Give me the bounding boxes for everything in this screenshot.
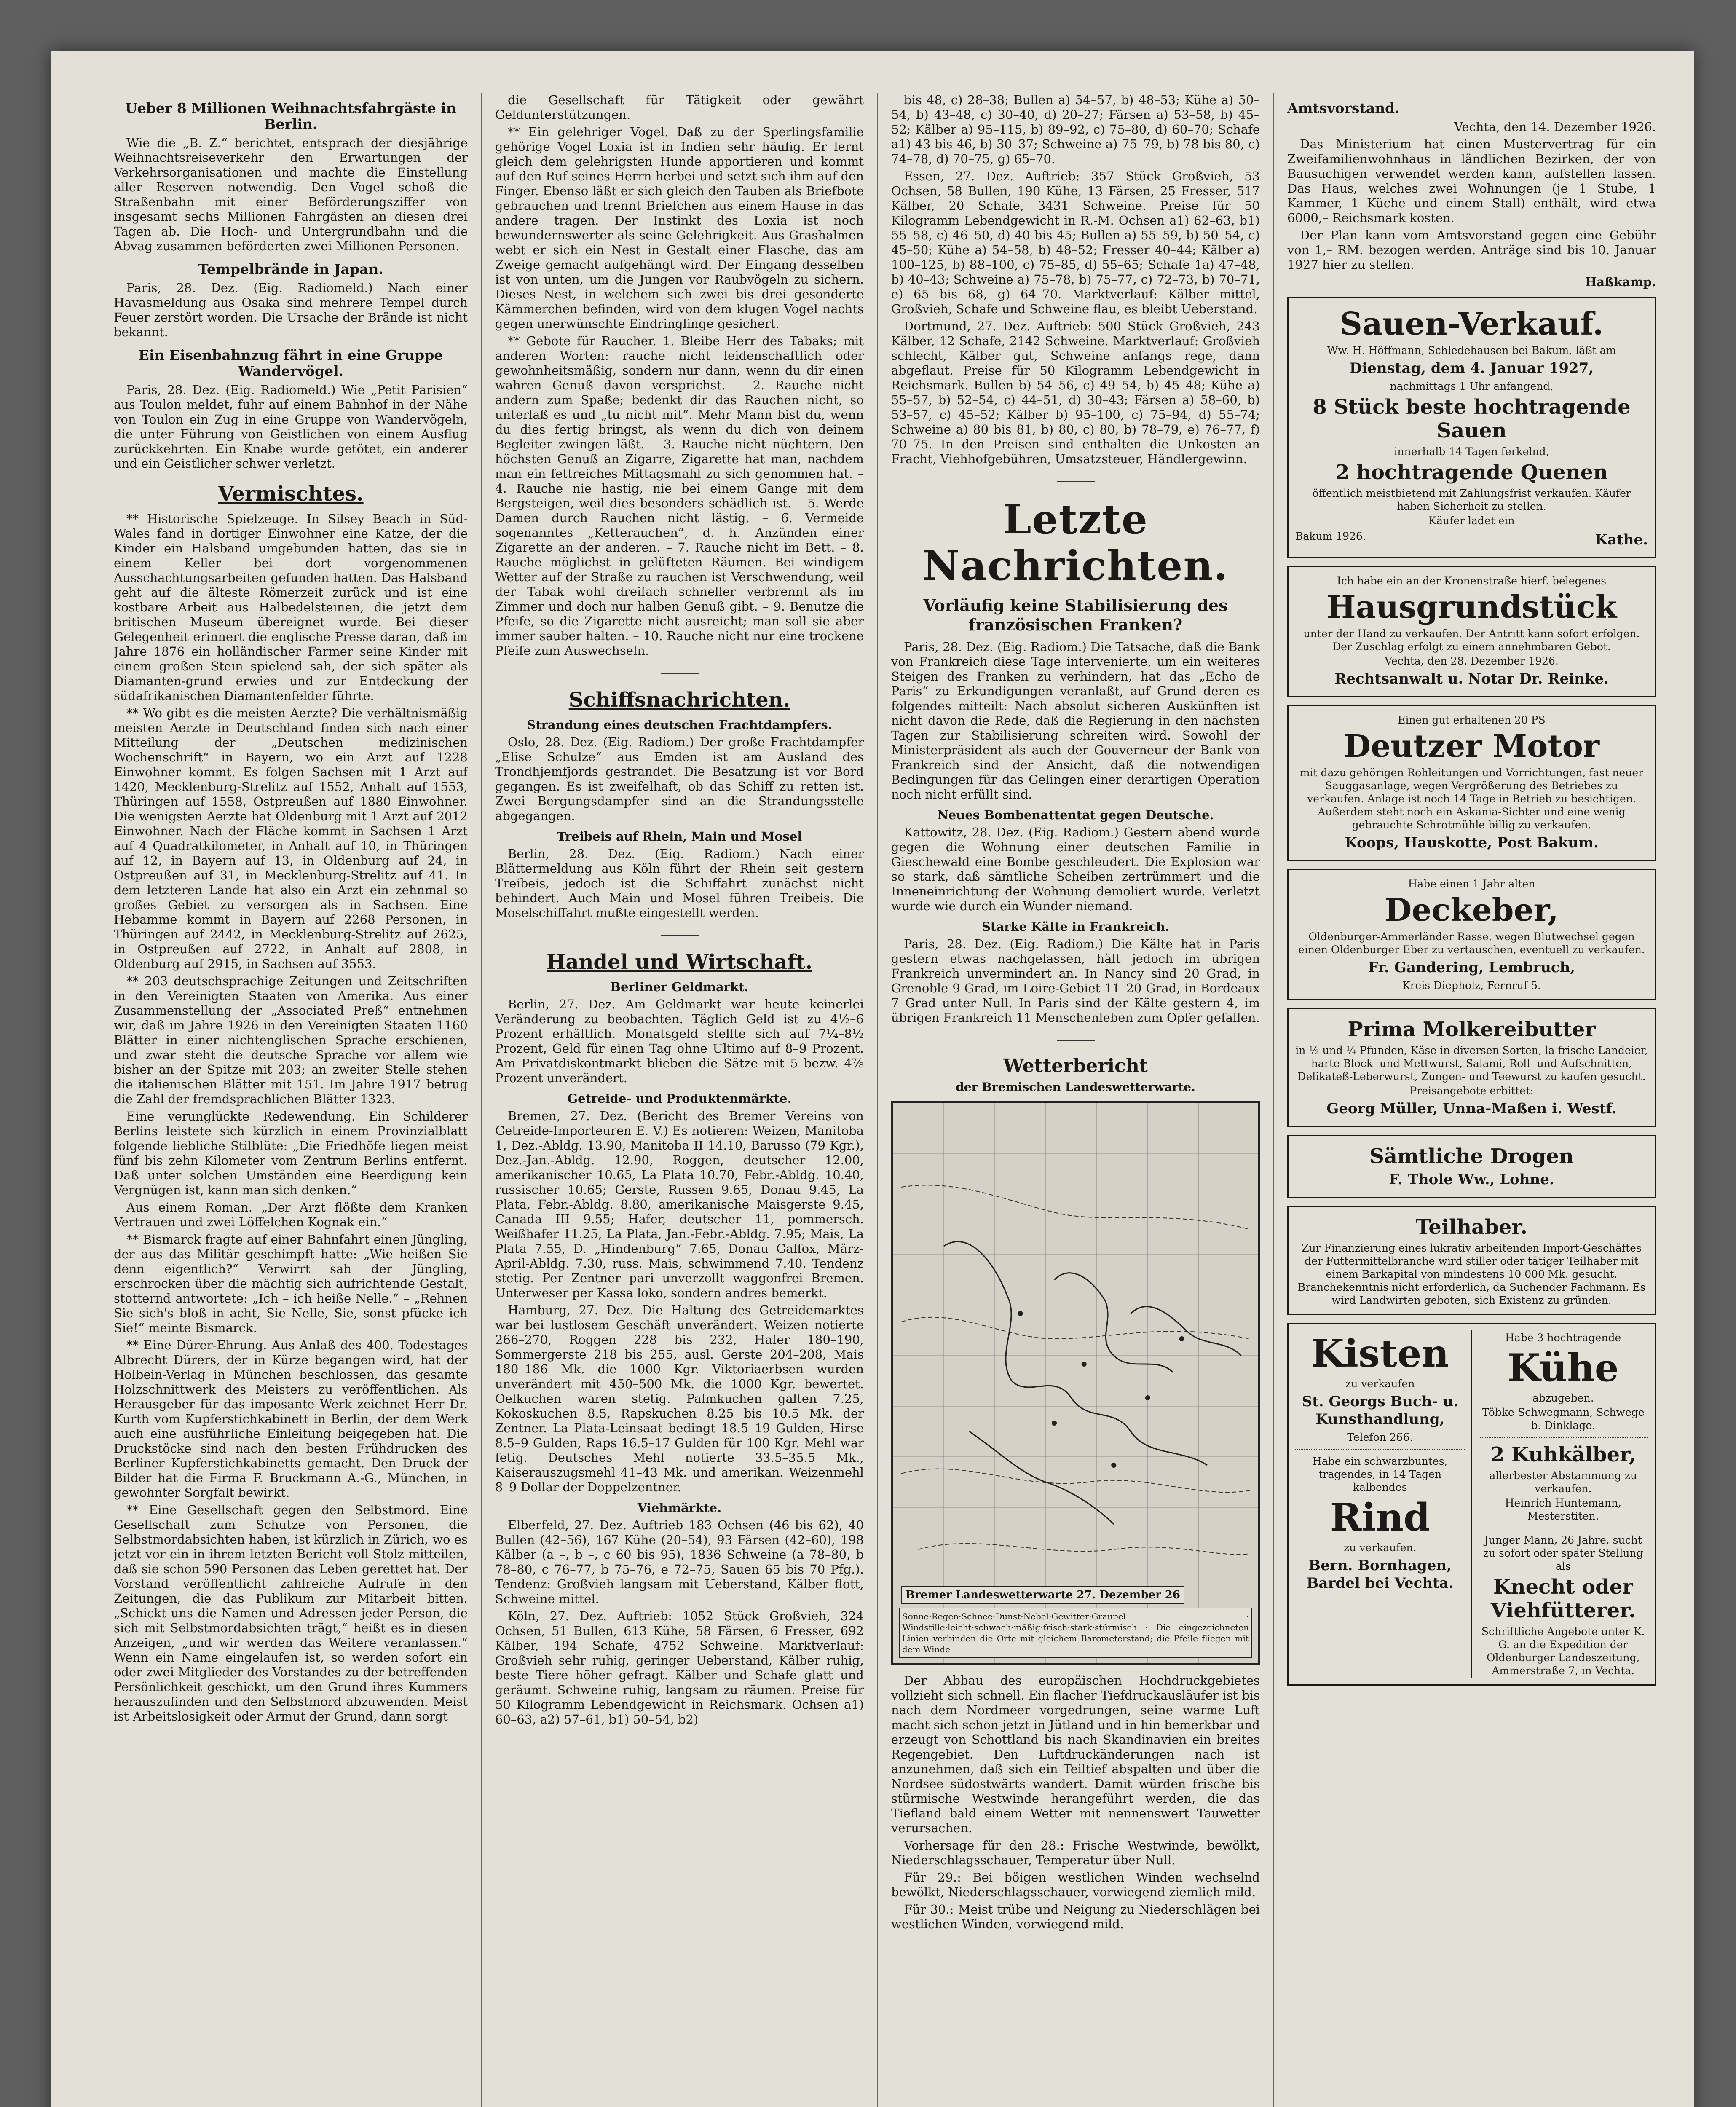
headline-money-market: Berliner Geldmarkt.: [610, 980, 749, 994]
headline-stranding: Strandung eines deutschen Frachtdampfers.: [527, 718, 832, 732]
article-elberfeld: Elberfeld, 27. Dez. Auftrieb 183 Ochsen (46 bis 62), 40 Bullen (42–56), 167 Kühe (20–54), 93 Färsen (42–60), 198 Kälber (a –, b –, c 60 bis 95), 1836 Schweine (a 78–80, b 78–80, c 76–77, b 75–76, e 72–75, Sauen 65 bis 70 Pfg.). Tendenz: Großvieh langsam mit Ueberstand, Kälber flott, Schweine mittel.: [495, 1518, 864, 1606]
notice-text: Das Ministerium hat einen Mustervertrag für ein Zweifamilienwohnhaus in ländlichen Bezirken, der von Bausuchigen verwendet werden kann, aufstellen lassen. Das Haus, welches zwei Wohnungen (je 1 Stube, 1 Kammer, 1 Küche und einem Stall) enthält, wird etwa 6000,– Reichsmark kosten.: [1287, 137, 1656, 225]
ad-calves-sub: allerbester Abstammung zu verkaufen.: [1489, 1469, 1637, 1495]
article-franc: Paris, 28. Dez. (Eig. Radiom.) Die Tatsache, daß die Bank von Frankreich diese Tage intervenierte, um ein weiteres Steigen des Franken zu verhindern, hat das „Echo de Paris“ zu Erkundigungen veranlaßt, auf Grund deren es folgendes mitteilt: Nach absolut sicheren Auskünften ist nicht davon die Rede, daß die Regierung in den nächsten Tagen zur Stabilisierung schreiten wird. Sowohl der Ministerpräsident als auch der Gouverneur der Bank von Frankreich sind der Ansicht, daß die notwendigen Bedingungen für das Gelingen einer derartigen Operation noch nicht erfüllt sind.: [891, 640, 1260, 802]
divider: [1057, 1040, 1095, 1041]
ad-calves-title: 2 Kuhkälber,: [1490, 1443, 1636, 1466]
article-suicide-society: ** Eine Gesellschaft gegen den Selbstmord. Eine Gesellschaft zum Schutze von Personen, die Selbstmordabsichten haben, ist kürzlich in Zürich, wo es jetzt vor ein in ihrem letzten Bericht voll Stolz mitteilen, daß sie schon 590 Personen das Leben gerettet hat. Der Vorstand veröffentlicht zahlreiche Aufrufe in den Zeitungen, die das Publikum zur Mitarbeit bitten. „Schickt uns die Namen und Adressen jeder Person, die sich mit Selbstmordabsichten trägt,“ heißt es in diesen Anzeigen, „und wir werden das Weitere veranlassen.“ Wenn ein Name eingelaufen ist, so werden sofort ein oder zwei Mitglieder des Vorstandes zu der betreffenden Persönlichkeit geschickt, um den Grund ihres Kummers herauszufinden und den Selbstmord abzuwenden. Meist ist Arbeitslosigkeit oder Armut der Grund, dann sorgt: [114, 1503, 468, 1724]
headline-amtsvorstand: Amtsvorstand.: [1287, 100, 1400, 116]
page-body: [114, 93, 1656, 2107]
headline-cold: Starke Kälte in Frankreich.: [981, 919, 1170, 934]
article-money-market: Berlin, 27. Dez. Am Geldmarkt war heute keinerlei Veränderung zu beobachten. Täglich Geld ist zu 4½–6 Prozent erhältlich. Monatsgeld stellte sich auf 7¼–8½ Prozent, Geld für einen Tag ohne Ultimo auf 8–9 Prozent. Am Privatdiskontmarkt blieben die Sätze mit 5 bezw. 4⅞ Prozent unverändert.: [495, 997, 864, 1085]
article-dortmund: Dortmund, 27. Dez. Auftrieb: 500 Stück Großvieh, 243 Kälber, 12 Schafe, 2142 Schweine. Marktverlauf: Großvieh schlecht, Kälber gut, Schweine anfangs rege, dann abgeflaut. Preise für 50 Kilogramm Lebendgewicht in Reichsmark. Bullen b) 54–56, c) 49–54, b) 45–48; Kühe a) 55–57, b) 52–54, c) 44–51, d) 30–43; Färsen a) 58–60, b) 53–57, c) 45–52; Kälber b) 95–100, c) 75–94, d) 55–74; Schweine a) 80 bis 81, b) 80, c) 80, b) 78–79, e) 76–77, f) 70–75. In den Preisen sind enthalten die Unkosten an Fracht, Viehhofgebühren, Umsatzsteuer, Händlergewinn.: [891, 319, 1260, 466]
article-essen: Essen, 27. Dez. Auftrieb: 357 Stück Großvieh, 53 Ochsen, 58 Bullen, 190 Kühe, 13 Färsen, 25 Fresser, 517 Kälber, 20 Schafe, 3431 Schweine. Preise für 50 Kilogramm Lebendgewicht in R.-M. Ochsen a1) 62–63, b1) 55–58, c) 46–50, d) 40 bis 45; Bullen a) 55–59, b) 50–54, c) 45–50; Kühe a) 54–58, b) 48–52; Fresser 40–44; Kälber a) 100–125, b) 88–100, c) 75–85, d) 55–65; Schafe 1a) 47–48, b) 40–43; Schweine a) 75–78, b) 75–77, c) 72–73, b) 70–71, e) 65 bis 68, g) 64–70. Marktverlauf: Kälber mittel, Großvieh, Schafe und Schweine flau, es bleibt Ueberstand.: [891, 169, 1260, 316]
weather-map-label: Bremer Landeswetterwarte 27. Dezember 26: [901, 1586, 1184, 1604]
headline-train-accident: Ein Eisenbahnzug fährt in eine Gruppe Wandervögel.: [138, 347, 443, 379]
ad-sow-sale-note: innerhalb 14 Tagen ferkelnd,: [1394, 445, 1549, 458]
ad-job-text: Schriftliche Angebote unter K. G. an die Expedition der Oldenburger Landeszeitung, Ammerstraße 7, in Vechta.: [1481, 1625, 1645, 1677]
divider: [1479, 1437, 1648, 1438]
ad-heifer-seller: Bern. Bornhagen, Bardel bei Vechta.: [1306, 1557, 1454, 1592]
article-doctors: ** Wo gibt es die meisten Aerzte? Die verhältnismäßig meisten Aerzte in Deutschland finden sich nach einer Mitteilung der „Deutschen medizinischen Wochenschrift“ in Bayern, wo ein Arzt auf 1228 Einwohner kommt. Es folgen Sachsen mit 1 Arzt auf 1420, Mecklenburg-Strelitz auf 1552, Anhalt auf 1553, Thüringen auf 1558, Ostpreußen auf 1880 Einwohner. Die wenigsten Aerzte hat Oldenburg mit 1 Arzt auf 2012 Einwohner. Nach der Fläche kommt in Sachsen 1 Arzt auf 4 Quadratkilometer, in Anhalt auf 10, in Thüringen auf 12, in Bayern auf 13, in Oldenburg auf 24, in Ostpreußen auf 31, in Mecklenburg-Strelitz auf 41. In dem letzteren Lande hat also ein Arzt ein zehnmal so großes Gebiet zu versorgen als in Sachsen. Eine Hebamme kommt in Bayern auf 2268 Personen, in Thüringen auf 2442, in Mecklenburg-Strelitz auf 2625, in Ostpreußen auf 2722, in Anhalt auf 2808, in Oldenburg auf 2915, in Sachsen auf 3553.: [114, 706, 468, 971]
ad-property-title: Hausgrundstück: [1326, 589, 1617, 625]
article-train-accident: Paris, 28. Dez. (Eig. Radiomeld.) Wie „Petit Parisien“ aus Toulon meldet, fuhr auf einem Bahnhof in der Nähe von Toulon ein Zug in eine Gruppe von Wandervögeln, die unter Führung von Geistlichen von einem Ausflug zurückkehrten. Ein Knabe wurde getötet, ein anderer und ein Geistlicher schwer verletzt.: [114, 383, 468, 471]
ad-partner-text: Zur Finanzierung eines lukrativ arbeitenden Import-Geschäftes der Futtermittelbranche wird stiller oder tätiger Teilhaber mit einem Barkapital von mindestens 10 000 Mk. gesucht. Branchekenntnis nicht erforderlich, da Suchender Fachmann. Es wird Landwirten geboten, sich Existenz zu gründen.: [1297, 1242, 1646, 1306]
weather-subtitle: der Bremischen Landeswetterwarte.: [956, 1080, 1195, 1094]
column-3: [891, 93, 1260, 2107]
ad-cows-sub: abzugeben.: [1532, 1392, 1594, 1404]
weather-map: [891, 1101, 1260, 1665]
notice-text-2: Der Plan kann vom Amtsvorstand gegen eine Gebühr von 1,– RM. bezogen werden. Anträge sind bis 10. Januar 1927 hier zu stellen.: [1287, 228, 1656, 272]
ad-partner-title: Teilhaber.: [1416, 1215, 1527, 1239]
article-koeln: Köln, 27. Dez. Auftrieb: 1052 Stück Großvieh, 324 Ochsen, 51 Bullen, 613 Kühe, 58 Färsen, 6 Fresser, 692 Kälber, 194 Schafe, 4752 Schweine. Marktverlauf: Großvieh sehr ruhig, geringer Ueberstand, Kälber ruhig, beste Tiere höher gefragt. Kälber und Schafe glatt und geräumt. Schweine ruhig, langsam zu räumen. Preise für 50 Kilogramm Lebendgewicht in Reichsmark. Ochsen a1) 60–63, a2) 57–61, b1) 50–54, b2): [495, 1609, 864, 1726]
article-bird: ** Ein gelehriger Vogel. Daß zu der Sperlingsfamilie gehörige Vogel Loxia ist in Indien sehr häufig. Er lernt gleich dem gelehrigsten Hunde apportieren und kommt auf den Ruf seines Herrn herbei und setzt sich ihm auf den Finger. Ebenso läßt er sich gleich den Tauben als Briefbote gebrauchen und trennt Briefchen aus einem Hause in das andere tragen. Der Instinkt des Loxia ist noch bewundernswerter als seine Gelehrigkeit. Aus Grashalmen webt er sich ein Nest in Gestalt einer Flasche, das am Zweige gemacht aufgehängt wird. Der Eingang desselben ist von unten, um die Jungen vor Raubvögeln zu sichern. Dieses Nest, in welchem sich zwei bis drei gesonderte Kämmerchen befinden, wird von dem klugen Vogel nachts gegen unerwünschte Eindringlinge gesichert.: [495, 125, 864, 331]
ad-crates: [1295, 1330, 1472, 1678]
article-stranding: Oslo, 28. Dez. (Eig. Radiom.) Der große Frachtdampfer „Elise Schulze“ aus Emden ist am Ausland des Trondhjemfjords gestrandet. Die Besatzung ist vor Bord gegangen. Es ist zweifelhaft, ob das Schiff zu retten ist. Zwei Bergungsdampfer sind an die Strandungsstelle abgegangen.: [495, 735, 864, 823]
section-heading-latest-news: Letzte Nachrichten.: [922, 496, 1229, 590]
notice-date: Vechta, den 14. Dezember 1926.: [1454, 120, 1656, 134]
ad-cows: [1479, 1330, 1648, 1678]
forecast-28: Vorhersage für den 28.: Frische Westwinde, bewölkt, Niederschlagsschauer, Temperatur über Null.: [891, 1838, 1260, 1867]
ad-motor-text: mit dazu gehörigen Rohleitungen und Vorrichtungen, fast neuer Sauggasanlage, wegen Vergrößerung des Betriebes zu verkaufen. Anlage ist noch 14 Tage in Betrieb zu besichtigen. Außerdem steht noch ein Askania-Sichter und eine wenig gebrauchte Schrotmühle billig zu verkaufen.: [1299, 767, 1644, 831]
article-newspapers: ** 203 deutschsprachige Zeitungen und Zeitschriften in den Vereinigten Staaten von Amerika. Aus einer Zusammenstellung der „Associated Preß“ entnehmen wir, daß im Jahre 1926 in den Vereinigten Staaten 1160 Blätter in einer nichtenglischen Sprache erschienen, und zwar steht die deutsche Sprache vor allem wie bisher an der Spitze mit 203; an zweiter Stelle stehen die italienischen Blätter mit 151. Im Jahre 1917 betrug die Zahl der fremdsprachlichen Blätter 1323.: [114, 974, 468, 1106]
ad-drugs: [1287, 1135, 1656, 1198]
column-4: [1287, 93, 1656, 2107]
ad-property: [1287, 566, 1656, 697]
weather-map-drawing: [893, 1103, 1258, 1663]
newspaper-page: [51, 51, 1694, 2107]
column-rule: [1273, 93, 1274, 2107]
divider: [661, 673, 699, 674]
ad-butter: [1287, 1008, 1656, 1127]
section-heading-shipping: Schiffsnachrichten.: [568, 688, 790, 712]
ad-cows-title: Kühe: [1507, 1346, 1619, 1390]
ad-motor-intro: Einen gut erhaltenen 20 PS: [1398, 714, 1546, 726]
ad-sow-sale-invite: Käufer ladet ein: [1428, 515, 1515, 527]
divider: [661, 935, 699, 936]
article-toys: ** Historische Spielzeuge. In Silsey Beach in Süd-Wales fand in dortiger Einwohner eine Katze, der die Kinder ein Halsband umgebunden hatten, das sie in einem Keller bei dort vorgenommenen Ausschachtungsarbeiten gefunden hatten. Das Halsband geht auf die älteste Römerzeit zurück und ist eine kostbare Arbeit aus Halbedelsteinen, die jetzt dem britischen Museum übereignet wurde. Bei dieser Gelegenheit erinnert die englische Presse daran, daß im Jahre 1876 ein holländischer Farmer seine Kinder mit einem großen Stein spielend sah, der sich später als Diamanten-grund erwies und zur Entdeckung der südafrikanischen Diamantenfelder führte.: [114, 512, 468, 703]
article-koeln-continued: bis 48, c) 28–38; Bullen a) 54–57, b) 48–53; Kühe a) 50–54, b) 43–48, c) 30–40, d) 20–27; Färsen a) 53–58, b) 45–52; Kälber a) 95–115, b) 89–92, c) 75–80, d) 60–70; Schafe a1) 43 bis 46, b) 30–37; Schweine a) 75–79, b) 78 bis 80, c) 74–78, d) 70–75, g) 65–70.: [891, 93, 1260, 166]
article-continuation: die Gesellschaft für Tätigkeit oder gewährt Geldunterstützungen.: [495, 93, 864, 122]
article-weather: Der Abbau des europäischen Hochdruckgebietes vollzieht sich schnell. Ein flacher Tiefdruckausläufer ist bis nach dem Nordmeer vorgedrungen, seine warme Luft macht sich schon jetzt in Jütland und in hin bemerkbar und erzeugt von Schottland bis nach Skandinavien ein breites Regengebiet. Den Luftdruckänderungen nach ist anzunehmen, daß sich ein Teiltief abspalten und über die Nordsee südostwärts wandert. Damit würden frische bis stürmische Westwinde herangeführt werden, die das Tiefland bald einem Wetter mit nennenswert Tauwetter verursachen.: [891, 1673, 1260, 1835]
headline-travelers: Ueber 8 Millionen Weihnachtsfahrgäste in Berlin.: [125, 100, 456, 132]
article-temple-fires: Paris, 28. Dez. (Eig. Radiomeld.) Nach einer Havasmeldung aus Osaka sind mehrere Tempel durch Feuer zerstört worden. Die Ursache der Brände ist nicht bekannt.: [114, 281, 468, 339]
ad-heifer-sub: zu verkaufen.: [1344, 1541, 1417, 1554]
ad-boar-place: Kreis Diepholz, Fernruf 5.: [1402, 979, 1541, 992]
ad-property-date: Vechta, den 28. Dezember 1926.: [1385, 655, 1559, 667]
ad-drugs-title: Sämtliche Drogen: [1369, 1145, 1574, 1168]
article-hamburg-grain: Hamburg, 27. Dez. Die Haltung des Getreidemarktes war bei lustlosem Geschäft unverändert. Weizen notierte 266–270, Roggen 228 bis 232, Hafer 180–190, Sommergerste 218 bis 255, ausl. Gerste 204–208, Mais 180–186 Mk. die 1000 Kgr. Viktoriaerbsen wurden unverändert mit 450–500 Mk. die 1000 Kgr. bewertet. Oelkuchen waren stetig. Palmkuchen galten 7.25, Kokoskuchen 8.5, Rapskuchen 8.25 bis 10.5 Mk. der Zentner. La Plata-Leinsaat bedingt 18.5–19 Gulden, Hirse 8.5–9 Gulden, Raps 16.5–17 Gulden für 100 Kgr. Mehl war fetig. Deutsches Mehl notierte 33.5–35.5 Mk., Kaiserauszugsmehl 41–43 Mk. und amerikan. Weizenmehl 8–9 Dollar der Doppelzentner.: [495, 1303, 864, 1494]
headline-cattle-markets: Viehmärkte.: [637, 1501, 722, 1515]
article-novel: Aus einem Roman. „Der Arzt flößte dem Kranken Vertrauen und zwei Löffelchen Kognak ein.“: [114, 1200, 468, 1229]
article-travelers: Wie die „B. Z.“ berichtet, entsprach der diesjährige Weihnachtsreiseverkehr den Erwartungen der Verkehrsorganisationen und machte die Einstellung aller Reserven notwendig. Den Vogel schoß die Straßenbahn mit einer Beförderungsziffer von insgesamt sechs Millionen Fahrgästen an diesen drei Tagen ab. Die Hoch- und Untergrundbahn und die Abvag zusammen beförderten zwei Millionen Personen.: [114, 136, 468, 253]
ad-sow-sale-footer: [1295, 528, 1648, 551]
ad-property-notary: Rechtsanwalt u. Notar Dr. Reinke.: [1334, 670, 1609, 687]
divider: [1057, 481, 1095, 482]
headline-grain-markets: Getreide- und Produktenmärkte.: [567, 1091, 792, 1106]
headline-franc: Vorläufig keine Stabilisierung des französischen Franken?: [923, 596, 1228, 634]
ad-crates-seller: St. Georgs Buch- u. Kunsthandlung,: [1302, 1393, 1458, 1428]
ad-partner: [1287, 1206, 1656, 1315]
ad-sow-sale-date: Dienstag, dem 4. Januar 1927,: [1349, 360, 1594, 377]
article-phrase: Eine verunglückte Redewendung. Ein Schilderer Berlins leistete sich kürzlich in einem Provinzialblatt folgende liebliche Stilblüte: „Die Friedhöfe liegen meist fünf bis zehn Kilometer vom Zentrum Berlins entfernt. Daß unter solchen Umständen eine Beerdigung kein Vergnügen ist, kann man sich denken.“: [114, 1109, 468, 1197]
ad-heifer-title: Rind: [1330, 1495, 1430, 1540]
ad-job-intro: Junger Mann, 26 Jahre, sucht zu sofort oder später Stellung als: [1483, 1534, 1643, 1572]
column-rule: [877, 93, 878, 2107]
forecast-30: Für 30.: Meist trübe und Neigung zu Niederschlägen bei westlichen Winden, vorwiegend mild.: [891, 1902, 1260, 1931]
ad-sow-sale-seller: Ww. H. Höffmann, Schledehausen bei Bakum, läßt am: [1327, 344, 1616, 357]
ad-property-intro: Ich habe ein an der Kronenstraße hierf. belegenes: [1337, 575, 1607, 587]
ad-boar-text: Oldenburger-Ammerländer Rasse, wegen Blutwechsel gegen einen Oldenburger Eber zu vertauschen, eventuell zu verkaufen.: [1298, 930, 1645, 956]
forecast-29: Für 29.: Bei böigen westlichen Winden wechselnd bewölkt, Niederschlagsschauer, vorwiegend ziemlich mild.: [891, 1870, 1260, 1899]
ad-boar: [1287, 869, 1656, 1000]
headline-drift-ice: Treibeis auf Rhein, Main und Mosel: [557, 829, 802, 844]
ad-calves-seller: Heinrich Huntemann, Mesterstiten.: [1505, 1497, 1621, 1522]
ad-sow-sale-terms: öffentlich meistbietend mit Zahlungsfrist verkaufen. Käufer haben Sicherheit zu stellen.: [1312, 487, 1631, 512]
divider: [1295, 1449, 1465, 1450]
ad-boar-intro: Habe einen 1 Jahr alten: [1408, 878, 1535, 890]
ad-sow-sale-place: Bakum 1926.: [1295, 530, 1366, 542]
ad-cows-intro: Habe 3 hochtragende: [1505, 1332, 1621, 1344]
column-rule: [481, 93, 482, 2107]
ad-drugs-seller: F. Thole Ww., Lohne.: [1389, 1171, 1554, 1188]
ad-boar-seller: Fr. Gandering, Lembruch,: [1368, 959, 1575, 976]
ad-butter-text: in ½ und ¼ Pfunden, Käse in diversen Sorten, la frische Landeier, harte Block- und Mettwurst, Salami, Roll- und Aufschnitten, Delikateß-Leberwurst, Zungen- und Teewurst zu kaufen gesucht.: [1295, 1044, 1648, 1083]
ad-sow-sale-title: Sauen-Verkauf.: [1340, 306, 1604, 342]
ad-motor: [1287, 705, 1656, 861]
section-heading-miscellaneous: Vermischtes.: [218, 482, 364, 506]
ad-boar-title: Deckeber,: [1385, 892, 1559, 928]
ad-butter-buyer: Georg Müller, Unna-Maßen i. Westf.: [1326, 1100, 1617, 1117]
article-duerer: ** Eine Dürer-Ehrung. Aus Anlaß des 400. Todestages Albrecht Dürers, der in Kürze begangen wird, hat der Holbein-Verlag in München beschlossen, das gesamte Holzschnittwerk des Meisters zu veröffentlichen. Als Herausgeber für das imposante Werk zeichnet Herr Dr. Kurth vom Kupferstichkabinett in Berlin, der dem Werk auch eine ausführliche Einleitung beigegeben hat. Die Druckstöcke sind nach den besten Frühdrucken des Berliner Kupferstichkabinetts gemacht. Den Druck der Bilder hat die Firma F. Bruckmann A.-G., München, in gewohnter Sorgfalt bewirkt.: [114, 1338, 468, 1500]
ad-job-title: Knecht oder Viehfütterer.: [1490, 1575, 1636, 1622]
column-1: [114, 93, 468, 2107]
ad-property-text: unter der Hand zu verkaufen. Der Antritt kann sofort erfolgen. Der Zuschlag erfolgt zu einem annehmbaren Gebot.: [1303, 627, 1640, 653]
ad-crates-sub: zu verkaufen: [1345, 1378, 1415, 1390]
article-bismarck: ** Bismarck fragte auf einer Bahnfahrt einen Jüngling, der aus das Militär geschimpft hatte: „Wie heißen Sie denn eigentlich?“ Verwirrt sah der Jüngling, erschrocken über die mächtig sich aufrichtende Gestalt, stotternd antwortete: „Ich – ich heiße Nelle.“ – „Rehnen Sie sich's bloß in acht, Sie Nelle, Sie, sonst pfücke ich Sie!“ meinte Bismarck.: [114, 1232, 468, 1335]
ad-motor-title: Deutzer Motor: [1344, 728, 1599, 764]
article-smokers: ** Gebote für Raucher. 1. Bleibe Herr des Tabaks; mit anderen Worten: rauche nicht leidenschaftlich oder gewohnheitsmäßig, sondern nur dann, wenn du dir einen wahren Genuß davon versprichst. – 2. Rauche nicht andern zum Spaße; bedenkt dir das Rauchen nicht, so unterlaß es und „tu nicht mit“. Mehr Mann bist du, wenn du dies fertig bringst, als wenn du dich von deinem Begleiter zwingen läßt. – 3. Rauche nicht nüchtern. Den höchsten Genuß an Zigarre, Zigarette hat man, nachdem man ein fettreiches Mittagsmahl zu sich genommen hat. – 4. Rauche nie hastig, nie bei einem Gange mit dem Bergsteigen, weil dies besonders schädlich ist. – 5. Werde Damen durch Rauchen nicht lästig. – 6. Vermeide sogenanntes „Ketterauchen“, d. h. Anzünden einer Zigarette an der anderen. – 7. Rauche nicht im Bett. – 8. Rauche möglichst in gelüfteten Räumen. Bei windigem Wetter auf der Straße zu rauchen ist Verschwendung, weil der Tabak wohl dreifach schneller verbrennt als im Zimmer und doch nur halben Genuß gibt. – 9. Benutze die Pfeife, so die Zigarette nicht ausreicht; man soll sie aber immer sauber halten. – 10. Rauche nicht nur eine trockene Pfeife zum Auswechseln.: [495, 334, 864, 658]
column-2: [495, 93, 864, 2107]
ad-cows-seller: Töbke-Schwegmann, Schwege b. Dinklage.: [1481, 1406, 1645, 1431]
ad-heifer-intro: Habe ein schwarzbuntes, tragendes, in 14 Tagen kalbendes: [1313, 1455, 1448, 1493]
ad-crates-phone: Telefon 266.: [1347, 1431, 1413, 1443]
ad-crates-title: Kisten: [1311, 1331, 1449, 1376]
article-drift-ice: Berlin, 28. Dez. (Eig. Radiom.) Nach einer Blättermeldung aus Köln führt der Rhein seit gestern Treibeis, jedoch ist die Schiffahrt zunächst nicht behindert. Auch Main und Mosel führen Treibeis. Die Moselschiffahrt mußte eingestellt werden.: [495, 847, 864, 920]
ad-sow-sale-item-2: 2 hochtragende Quenen: [1335, 461, 1608, 484]
ad-sow-sale-signer: Kathe.: [1595, 531, 1648, 548]
notice-signature: Haßkamp.: [1585, 275, 1656, 289]
weather-title: Wetterbericht: [1003, 1055, 1148, 1077]
article-bomb: Kattowitz, 28. Dez. (Eig. Radiom.) Gestern abend wurde gegen die Wohnung einer deutschen Familie in Gieschewald eine Bombe geschleudert. Die Explosion war so stark, daß sämtliche Scheiben zertrümmert und die Inneneinrichtung der Wohnung demoliert wurde. Verletzt wurde wie durch ein Wunder niemand.: [891, 825, 1260, 913]
ad-sow-sale-time: nachmittags 1 Uhr anfangend,: [1390, 380, 1554, 392]
weather-map-legend: Sonne·Regen·Schnee·Dunst·Nebel·Gewitter·Graupel · Windstille·leicht·schwach·mäßig·frisch·stark·stürmisch · Die eingezeichneten Linien verbinden die Orte mit gleichem Barometerstand; die Pfeile fliegen mit dem Winde: [899, 1608, 1252, 1658]
ad-motor-seller: Koops, Hauskotte, Post Bakum.: [1345, 834, 1599, 851]
ad-grid: [1287, 1323, 1656, 1686]
article-cold: Paris, 28. Dez. (Eig. Radiom.) Die Kälte hat in Paris gestern etwas nachgelassen, hält jedoch im übrigen Frankreich unvermindert an. In Nancy sind 20 Grad, in Grenoble 9 Grad, im Loire-Gebiet 11–20 Grad, in Bordeaux 7 Grad unter Null. In Paris sind der Kälte gestern 4, im übrigen Frankreich 11 Menschenleben zum Opfer gefallen.: [891, 937, 1260, 1025]
ad-butter-title: Prima Molkereibutter: [1348, 1018, 1596, 1041]
section-heading-trade: Handel und Wirtschaft.: [546, 950, 812, 974]
ad-sow-sale: [1287, 297, 1656, 558]
ad-sow-sale-item-1: 8 Stück beste hochtragende Sauen: [1313, 395, 1631, 442]
headline-bomb: Neues Bombenattentat gegen Deutsche.: [937, 808, 1214, 822]
ad-butter-request: Preisangebote erbittet:: [1409, 1085, 1534, 1097]
headline-temple-fires: Tempelbrände in Japan.: [198, 261, 383, 277]
article-bremen-grain: Bremen, 27. Dez. (Bericht des Bremer Vereins von Getreide-Importeuren E. V.) Es notieren: Weizen, Manitoba 1, Dez.-Abldg. 13.90, Manitoba II 14.10, Barusso (79 Kgr.), Dez.-Jan.-Abldg. 12.90, Roggen, deutscher 12.00, amerikanischer 10.65, La Plata 10.70, Febr.-Abldg. 10.40, russischer 10.65; Gerste, Russen 9.65, Donau 9.45, La Plata, Febr.-Abldg. 8.80, amerikanische Maisgerste 9.45, Canada III 9.55; Hafer, deutscher 11, pommersch. Weißhafer 11.25, La Plata, Jan.-Febr.-Abldg. 7.95; Mais, La Plata 7.55, D. „Hindenburg“ 7.65, Donau Galfox, März-April-Abldg. 7.30, russ. Mais, schwimmend 7.40. Tendenz stetig. Per Zentner pari unverzollt waggonfrei Bremen. Unterweser per Kassa loko, sondern andres bemerkt.: [495, 1109, 864, 1300]
